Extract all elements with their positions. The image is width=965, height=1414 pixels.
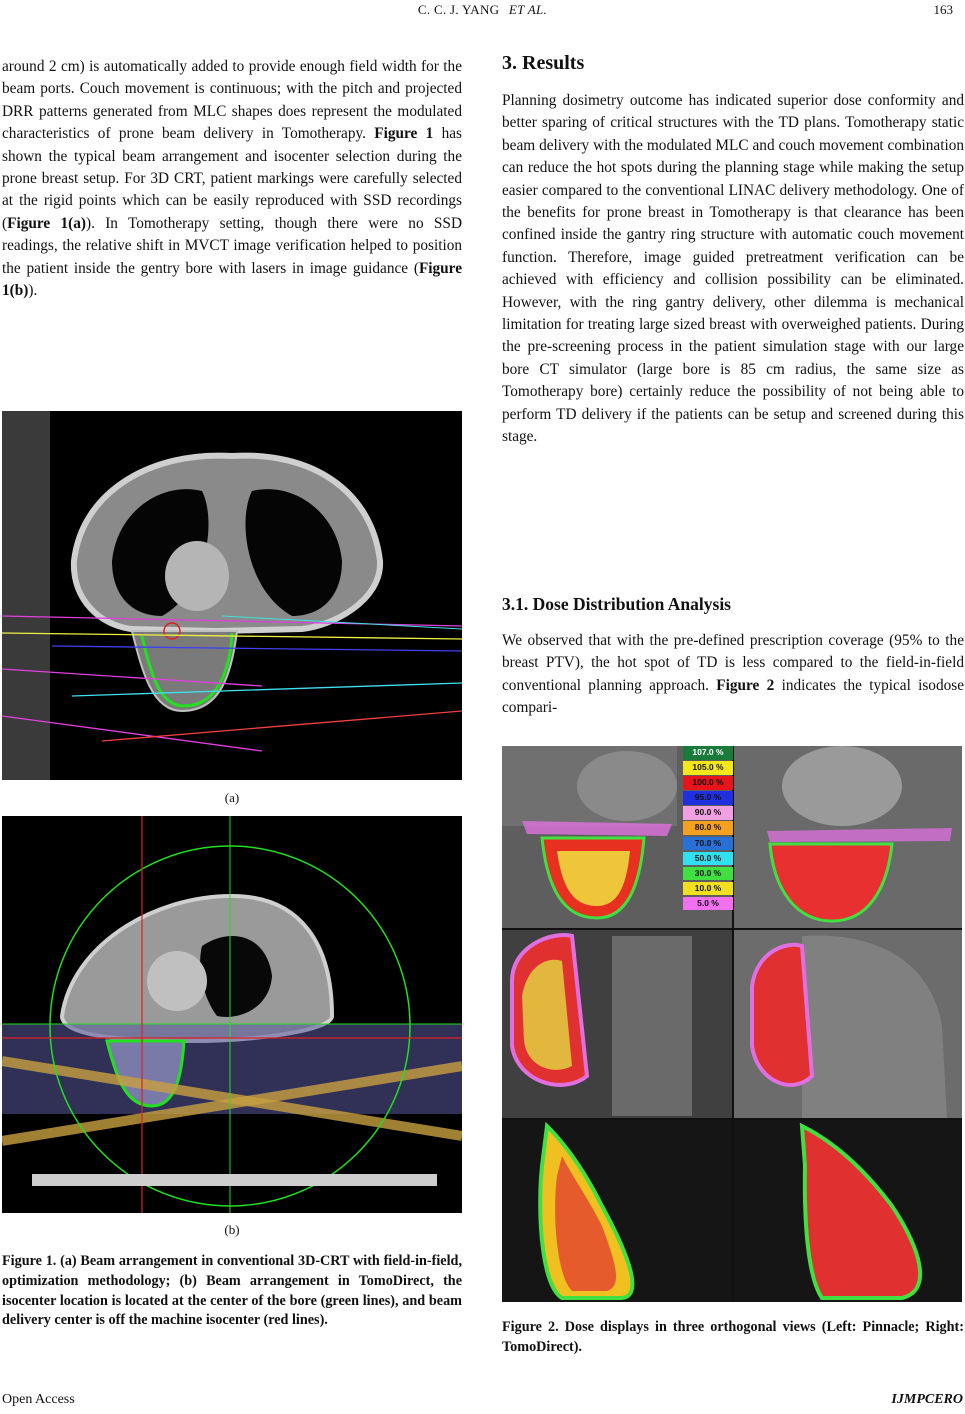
figure-2-caption: Figure 2. Dose displays in three orthogonal views (Left: Pinnacle; Right: TomoDirect). [502,1319,964,1355]
legend-entry: 30.0 % [683,867,733,881]
figure-reference: Figure 1(a) [7,214,86,232]
figure-reference: Figure 2 [716,676,775,694]
figure-reference: Figure 1 [374,125,434,143]
text-run: around 2 cm) is automatically added to provide enough field width for the beam ports. Couch movement is continuous; with the pitch and projected DRR patterns generated from MLC shapes does represent the modulated characteristics of prone beam delivery in Tomotherapy. [2,58,462,143]
results-paragraph: Planning dosimetry outcome has indicated superior dose conformity and better sparing of critical structures with the TD plans. Tomotherapy static beam delivery with the modulated MLC and couch movement combination can reduce the hot spots during the planning stage while making the setup easier compared to the conventional LINAC delivery methodology. One of the benefits for prone breast in Tomotherapy is that clearance has been confined inside the gantry ring structure with automatic couch movement function. Therefore, image guided pretreatment verification can be achieved with efficiency and collision possibility can be eliminated. However, with the ring gantry delivery, other dilemma is mechanical limitation for treating large sized breast with overweighed patients. During the pre-screening process in the patient simulation stage with our large bore CT simulator (large bore is 85 cm radius, the same size as Tomotherapy bore) certainly reduce the possibility of not being able to perform TD delivery if the patients can be setup and screened during this stage. [502,92,964,446]
text-run: We observed that with the pre-defined prescription coverage (95% to the breast PTV), the hot spot of TD is less compared to the field-in-field conventional planning approach. [502,632,964,694]
legend-entry: 95.0 % [683,791,733,805]
results-heading: 3. Results [502,52,585,74]
figure-1b-image [2,816,462,1213]
dose-legend [683,746,733,912]
left-column-text [2,56,462,302]
text-run: ). In Tomotherapy setting, though there were no SSD readings, the relative shift in MVCT image verification helped to position the patient inside the gentry bore with lasers in image guidance ( [2,214,462,277]
ct-tomodirect-beam-arrangement [2,816,462,1213]
running-title [0,2,965,18]
figure-1-caption: Figure 1. (a) Beam arrangement in conventional 3D-CRT with field-in-field, optimization methodology; (b) Beam arrangement in TomoDirect, the isocenter location is located at the center of the bore (green lines), and beam delivery center is off the machine isocenter (red lines). [2,1253,462,1329]
figure-1a-label: (a) [224,790,240,805]
running-etal: ET AL. [508,2,548,17]
legend-entry: 50.0 % [683,852,733,866]
page-footer [0,1390,965,1414]
text-run: ). [28,282,38,300]
footer-open-access: Open Access [2,1392,75,1407]
figure-1b-label: (b) [224,1222,240,1237]
page-header [0,0,965,22]
page-number: 163 [933,2,953,17]
footer-journal: IJMPCERO [891,1392,963,1407]
legend-entry: 70.0 % [683,837,733,851]
dose-distribution-paragraph [502,630,964,720]
legend-entry: 107.0 % [683,746,733,760]
dose-distribution-heading: 3.1. Dose Distribution Analysis [502,594,731,614]
figure-1a-image [2,411,462,780]
legend-entry: 80.0 % [683,821,733,835]
text-run: indicates the typical isodose compari- [502,676,964,717]
legend-entry: 105.0 % [683,761,733,775]
legend-entry: 10.0 % [683,882,733,896]
legend-entry: 5.0 % [683,897,733,911]
figure-reference: Figure 1(b) [2,259,462,300]
text-run: has shown the typical beam arrangement and isocenter selection during the prone breast setup. For 3D CRT, patient markings were carefully selected at the rigid points which can be easily reproduced with SSD recordings ( [2,125,462,232]
results-text [502,90,964,449]
legend-entry: 90.0 % [683,806,733,820]
legend-entry: 100.0 % [683,776,733,790]
ct-axial-beam-arrangement [2,411,462,780]
running-authors: C. C. J. YANG [417,2,500,17]
left-paragraph [2,56,462,302]
dose-distribution-text [502,630,964,720]
